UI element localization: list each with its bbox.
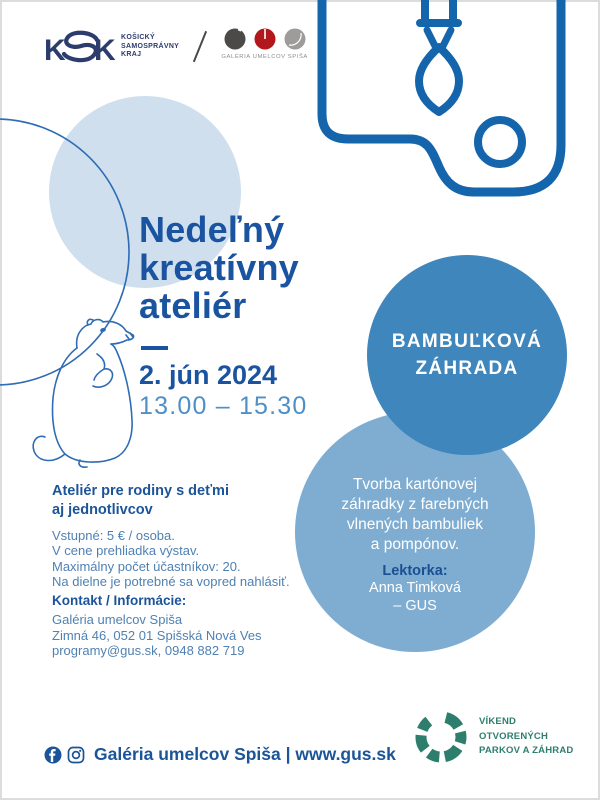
ksk-logo-icon bbox=[44, 27, 116, 67]
contact-line: programy@gus.sk, 0948 882 719 bbox=[52, 643, 245, 659]
contact-line: Galéria umelcov Spiša bbox=[52, 612, 183, 627]
instagram-icon bbox=[67, 746, 85, 764]
marmot-illustration-icon bbox=[25, 318, 155, 468]
vopz-line: OTVORENÝCH bbox=[479, 730, 549, 742]
svg-text:K: K bbox=[44, 34, 66, 67]
info-line: Vstupné: 5 € / osoba. bbox=[52, 528, 175, 543]
gus-caption: GALÉRIA UMELCOV SPIŠA bbox=[221, 54, 308, 60]
description-line: a pompónov. bbox=[370, 536, 460, 553]
title-line: Nedeľný bbox=[139, 209, 285, 250]
vopz-text bbox=[479, 715, 573, 759]
audience-line: Ateliér pre rodiny s deťmi bbox=[52, 483, 229, 499]
event-name-circle bbox=[367, 255, 567, 455]
logo-divider bbox=[193, 31, 207, 62]
page-title bbox=[139, 211, 299, 325]
paintbrush-palette-illustration-icon bbox=[298, 0, 574, 205]
vopz-logo bbox=[412, 708, 573, 766]
svg-text:K: K bbox=[94, 34, 116, 67]
lector-org: – GUS bbox=[393, 597, 437, 614]
gus-three-dots-icon bbox=[219, 27, 311, 51]
title-dash bbox=[141, 346, 168, 350]
info-line: V cene prehliadka výstav. bbox=[52, 543, 200, 559]
facebook-icon bbox=[44, 746, 62, 764]
ksk-line: KOŠICKÝ bbox=[121, 34, 155, 41]
info-line: Maximálny počet účastníkov: 20. bbox=[52, 558, 241, 574]
footer bbox=[44, 744, 396, 765]
description-line: vlnených bambuliek bbox=[346, 516, 484, 533]
contact-block bbox=[52, 612, 262, 659]
event-name-line: ZÁHRADA bbox=[415, 358, 519, 379]
event-date: 2. jún 2024 bbox=[139, 360, 278, 390]
info-block bbox=[52, 528, 290, 590]
contact-heading: Kontakt / Informácie: bbox=[52, 593, 187, 608]
segmented-ring-icon bbox=[412, 708, 470, 766]
ksk-line: SAMOSPRÁVNY bbox=[121, 42, 180, 50]
title-line: ateliér bbox=[139, 285, 247, 326]
description-line: Tvorba kartónovej bbox=[352, 476, 478, 493]
header bbox=[44, 27, 311, 67]
lector-name: Anna Timková bbox=[369, 580, 461, 596]
event-name-line: BAMBUĽKOVÁ bbox=[391, 331, 543, 352]
event-time: 13.00 – 15.30 bbox=[139, 392, 308, 420]
info-line: Na dielne je potrebné sa vopred nahlásiť. bbox=[52, 574, 290, 590]
footer-text: Galéria umelcov Spiša | www.gus.sk bbox=[94, 744, 396, 764]
ksk-region-name bbox=[121, 34, 179, 60]
audience-line: aj jednotlivcov bbox=[52, 501, 153, 518]
contact-line: Zimná 46, 052 01 Spišská Nová Ves bbox=[52, 627, 262, 643]
audience-heading bbox=[52, 482, 229, 519]
gus-logo bbox=[219, 27, 311, 60]
lector-label: Lektorka: bbox=[382, 563, 448, 579]
description-line: záhradky z farebných bbox=[341, 496, 489, 513]
vopz-line: VÍKEND bbox=[479, 715, 517, 727]
title-line: kreatívny bbox=[139, 247, 299, 288]
ksk-line: KRAJ bbox=[121, 51, 142, 59]
vopz-line: PARKOV A ZÁHRAD bbox=[479, 745, 574, 757]
